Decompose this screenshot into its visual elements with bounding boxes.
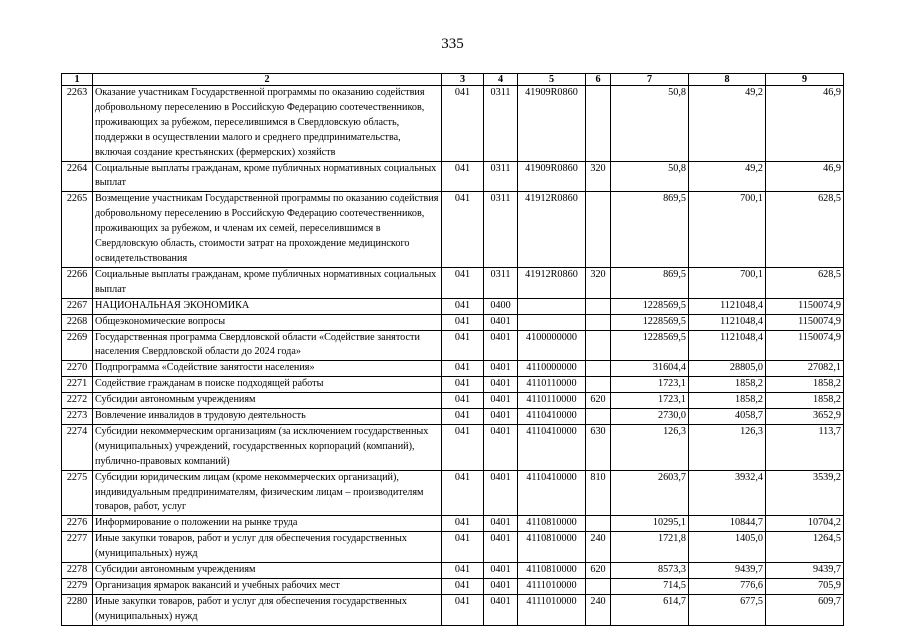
row-target-code: 4110110000 — [518, 393, 586, 409]
row-name: НАЦИОНАЛЬНАЯ ЭКОНОМИКА — [93, 298, 442, 314]
row-target-code: 4110810000 — [518, 516, 586, 532]
row-value-year1: 1228569,5 — [611, 298, 689, 314]
row-ministry-code: 041 — [442, 579, 484, 595]
row-value-year3: 27082,1 — [766, 361, 844, 377]
row-name: Иные закупки товаров, работ и услуг для обеспечения государственных (муниципальных) нужд — [93, 594, 442, 625]
budget-table — [61, 73, 844, 626]
row-value-year2: 28805,0 — [689, 361, 766, 377]
row-value-year2: 1121048,4 — [689, 330, 766, 361]
row-ministry-code: 041 — [442, 409, 484, 425]
row-ministry-code: 041 — [442, 470, 484, 516]
row-expense-type — [586, 516, 611, 532]
row-ministry-code: 041 — [442, 563, 484, 579]
row-expense-type: 620 — [586, 563, 611, 579]
row-target-code: 4111010000 — [518, 579, 586, 595]
row-value-year2: 9439,7 — [689, 563, 766, 579]
row-target-code: 4110410000 — [518, 409, 586, 425]
row-section-code: 0311 — [484, 267, 518, 298]
row-section-code: 0401 — [484, 314, 518, 330]
row-value-year3: 3539,2 — [766, 470, 844, 516]
row-value-year1: 50,8 — [611, 86, 689, 162]
row-expense-type: 240 — [586, 532, 611, 563]
row-value-year1: 869,5 — [611, 192, 689, 268]
row-section-code: 0401 — [484, 532, 518, 563]
row-name: Общеэкономические вопросы — [93, 314, 442, 330]
row-ministry-code: 041 — [442, 393, 484, 409]
table-row — [62, 393, 844, 409]
row-number: 2277 — [62, 532, 93, 563]
table-row — [62, 330, 844, 361]
row-value-year3: 9439,7 — [766, 563, 844, 579]
row-expense-type: 810 — [586, 470, 611, 516]
row-value-year1: 1723,1 — [611, 393, 689, 409]
row-section-code: 0401 — [484, 330, 518, 361]
row-value-year2: 1858,2 — [689, 377, 766, 393]
row-section-code: 0401 — [484, 409, 518, 425]
row-number: 2270 — [62, 361, 93, 377]
row-ministry-code: 041 — [442, 377, 484, 393]
row-value-year2: 700,1 — [689, 192, 766, 268]
header-cell: 3 — [442, 74, 484, 86]
row-value-year3: 609,7 — [766, 594, 844, 625]
row-target-code: 4110810000 — [518, 532, 586, 563]
row-ministry-code: 041 — [442, 161, 484, 192]
row-value-year3: 46,9 — [766, 161, 844, 192]
header-cell: 4 — [484, 74, 518, 86]
row-name: Субсидии автономным учреждениям — [93, 393, 442, 409]
row-number: 2273 — [62, 409, 93, 425]
header-cell: 2 — [93, 74, 442, 86]
row-value-year2: 1858,2 — [689, 393, 766, 409]
row-expense-type — [586, 361, 611, 377]
row-value-year3: 1858,2 — [766, 393, 844, 409]
row-target-code: 4111010000 — [518, 594, 586, 625]
row-number: 2268 — [62, 314, 93, 330]
row-expense-type — [586, 409, 611, 425]
row-section-code: 0401 — [484, 377, 518, 393]
row-name: Социальные выплаты гражданам, кроме публичных нормативных социальных выплат — [93, 267, 442, 298]
row-number: 2279 — [62, 579, 93, 595]
row-name: Вовлечение инвалидов в трудовую деятельность — [93, 409, 442, 425]
row-name: Государственная программа Свердловской области «Содействие занятости населения Свердловской области до 2024 года» — [93, 330, 442, 361]
row-value-year1: 1721,8 — [611, 532, 689, 563]
table-row — [62, 579, 844, 595]
row-section-code: 0401 — [484, 594, 518, 625]
row-value-year2: 49,2 — [689, 86, 766, 162]
table-row — [62, 563, 844, 579]
table-row — [62, 86, 844, 162]
row-section-code: 0400 — [484, 298, 518, 314]
row-value-year3: 628,5 — [766, 192, 844, 268]
row-value-year1: 126,3 — [611, 424, 689, 470]
row-value-year2: 4058,7 — [689, 409, 766, 425]
table-row — [62, 470, 844, 516]
row-value-year1: 10295,1 — [611, 516, 689, 532]
row-name: Иные закупки товаров, работ и услуг для обеспечения государственных (муниципальных) нужд — [93, 532, 442, 563]
row-value-year1: 1228569,5 — [611, 314, 689, 330]
row-section-code: 0311 — [484, 192, 518, 268]
row-name: Подпрограмма «Содействие занятости населения» — [93, 361, 442, 377]
row-target-code: 41912R0860 — [518, 192, 586, 268]
row-number: 2276 — [62, 516, 93, 532]
row-expense-type: 320 — [586, 161, 611, 192]
row-value-year1: 2603,7 — [611, 470, 689, 516]
row-number: 2264 — [62, 161, 93, 192]
row-target-code: 4100000000 — [518, 330, 586, 361]
row-value-year1: 2730,0 — [611, 409, 689, 425]
row-number: 2269 — [62, 330, 93, 361]
table-row — [62, 409, 844, 425]
row-target-code: 41909R0860 — [518, 86, 586, 162]
row-number: 2278 — [62, 563, 93, 579]
row-value-year2: 776,6 — [689, 579, 766, 595]
row-expense-type — [586, 192, 611, 268]
row-name: Информирование о положении на рынке труда — [93, 516, 442, 532]
row-value-year3: 10704,2 — [766, 516, 844, 532]
row-value-year2: 677,5 — [689, 594, 766, 625]
row-value-year3: 1150074,9 — [766, 330, 844, 361]
row-target-code: 41909R0860 — [518, 161, 586, 192]
row-ministry-code: 041 — [442, 361, 484, 377]
row-number: 2266 — [62, 267, 93, 298]
row-expense-type: 320 — [586, 267, 611, 298]
table-row — [62, 161, 844, 192]
row-section-code: 0311 — [484, 86, 518, 162]
header-row — [62, 74, 844, 86]
header-cell: 8 — [689, 74, 766, 86]
row-value-year1: 1723,1 — [611, 377, 689, 393]
row-value-year2: 126,3 — [689, 424, 766, 470]
row-number: 2275 — [62, 470, 93, 516]
table-row — [62, 377, 844, 393]
row-expense-type — [586, 330, 611, 361]
row-value-year3: 628,5 — [766, 267, 844, 298]
row-value-year2: 10844,7 — [689, 516, 766, 532]
row-ministry-code: 041 — [442, 192, 484, 268]
header-cell: 5 — [518, 74, 586, 86]
table-row — [62, 424, 844, 470]
row-expense-type — [586, 377, 611, 393]
row-value-year3: 705,9 — [766, 579, 844, 595]
table-row — [62, 361, 844, 377]
row-value-year1: 869,5 — [611, 267, 689, 298]
row-name: Субсидии юридическим лицам (кроме некоммерческих организаций), индивидуальным предпринимателям, физическим лицам – производителям товаров, работ, услуг — [93, 470, 442, 516]
header-cell: 1 — [62, 74, 93, 86]
row-section-code: 0401 — [484, 579, 518, 595]
row-section-code: 0401 — [484, 470, 518, 516]
header-cell: 6 — [586, 74, 611, 86]
row-section-code: 0401 — [484, 393, 518, 409]
row-value-year1: 614,7 — [611, 594, 689, 625]
row-target-code: 4110810000 — [518, 563, 586, 579]
row-value-year2: 1121048,4 — [689, 314, 766, 330]
table-row — [62, 267, 844, 298]
row-target-code — [518, 298, 586, 314]
row-expense-type: 630 — [586, 424, 611, 470]
row-ministry-code: 041 — [442, 594, 484, 625]
row-value-year1: 714,5 — [611, 579, 689, 595]
row-value-year2: 1121048,4 — [689, 298, 766, 314]
row-number: 2265 — [62, 192, 93, 268]
row-target-code: 4110110000 — [518, 377, 586, 393]
row-name: Социальные выплаты гражданам, кроме публичных нормативных социальных выплат — [93, 161, 442, 192]
row-section-code: 0311 — [484, 161, 518, 192]
table-row — [62, 516, 844, 532]
row-ministry-code: 041 — [442, 86, 484, 162]
row-expense-type: 620 — [586, 393, 611, 409]
row-value-year1: 31604,4 — [611, 361, 689, 377]
row-ministry-code: 041 — [442, 532, 484, 563]
table-row — [62, 298, 844, 314]
row-value-year3: 1150074,9 — [766, 298, 844, 314]
row-ministry-code: 041 — [442, 267, 484, 298]
row-target-code: 4110410000 — [518, 470, 586, 516]
row-target-code: 4110000000 — [518, 361, 586, 377]
row-ministry-code: 041 — [442, 314, 484, 330]
row-name: Субсидии некоммерческим организациям (за исключением государственных (муниципальных) учреждений, государственных корпораций (компаний), публично-правовых компаний) — [93, 424, 442, 470]
row-ministry-code: 041 — [442, 330, 484, 361]
table-row — [62, 532, 844, 563]
row-section-code: 0401 — [484, 361, 518, 377]
table-row — [62, 314, 844, 330]
row-name: Возмещение участникам Государственной программы по оказанию содействия добровольному переселению в Российскую Федерацию соотечественников, проживающих за рубежом, и членам их семей, переселившимся в Свердловскую область, стоимости затрат на прохождение медицинского освидетельствования — [93, 192, 442, 268]
row-expense-type: 240 — [586, 594, 611, 625]
row-value-year2: 700,1 — [689, 267, 766, 298]
row-number: 2263 — [62, 86, 93, 162]
row-value-year3: 1264,5 — [766, 532, 844, 563]
row-value-year3: 113,7 — [766, 424, 844, 470]
row-expense-type — [586, 579, 611, 595]
row-number: 2271 — [62, 377, 93, 393]
row-value-year2: 3932,4 — [689, 470, 766, 516]
row-target-code: 4110410000 — [518, 424, 586, 470]
row-expense-type — [586, 298, 611, 314]
row-number: 2267 — [62, 298, 93, 314]
row-expense-type — [586, 314, 611, 330]
row-value-year1: 1228569,5 — [611, 330, 689, 361]
row-name: Организация ярмарок вакансий и учебных рабочих мест — [93, 579, 442, 595]
row-value-year2: 49,2 — [689, 161, 766, 192]
table-row — [62, 594, 844, 625]
row-value-year2: 1405,0 — [689, 532, 766, 563]
row-section-code: 0401 — [484, 563, 518, 579]
row-name: Оказание участникам Государственной программы по оказанию содействия добровольному переселению в Российскую Федерацию соотечественников, проживающих за рубежом, переселившимся в Свердловскую область, поддержки в осуществлении малого и среднего предпринимательства, включая создание крестьянских (фермерских) хозяйств — [93, 86, 442, 162]
row-value-year3: 46,9 — [766, 86, 844, 162]
row-number: 2272 — [62, 393, 93, 409]
row-expense-type — [586, 86, 611, 162]
header-cell: 9 — [766, 74, 844, 86]
row-number: 2280 — [62, 594, 93, 625]
row-ministry-code: 041 — [442, 424, 484, 470]
row-ministry-code: 041 — [442, 298, 484, 314]
row-number: 2274 — [62, 424, 93, 470]
row-value-year1: 50,8 — [611, 161, 689, 192]
row-section-code: 0401 — [484, 424, 518, 470]
page-number: 335 — [441, 36, 464, 52]
row-section-code: 0401 — [484, 516, 518, 532]
row-value-year1: 8573,3 — [611, 563, 689, 579]
row-name: Содействие гражданам в поиске подходящей работы — [93, 377, 442, 393]
table-row — [62, 192, 844, 268]
row-ministry-code: 041 — [442, 516, 484, 532]
row-value-year3: 1150074,9 — [766, 314, 844, 330]
row-value-year3: 3652,9 — [766, 409, 844, 425]
header-cell: 7 — [611, 74, 689, 86]
row-target-code: 41912R0860 — [518, 267, 586, 298]
row-value-year3: 1858,2 — [766, 377, 844, 393]
row-target-code — [518, 314, 586, 330]
row-name: Субсидии автономным учреждениям — [93, 563, 442, 579]
